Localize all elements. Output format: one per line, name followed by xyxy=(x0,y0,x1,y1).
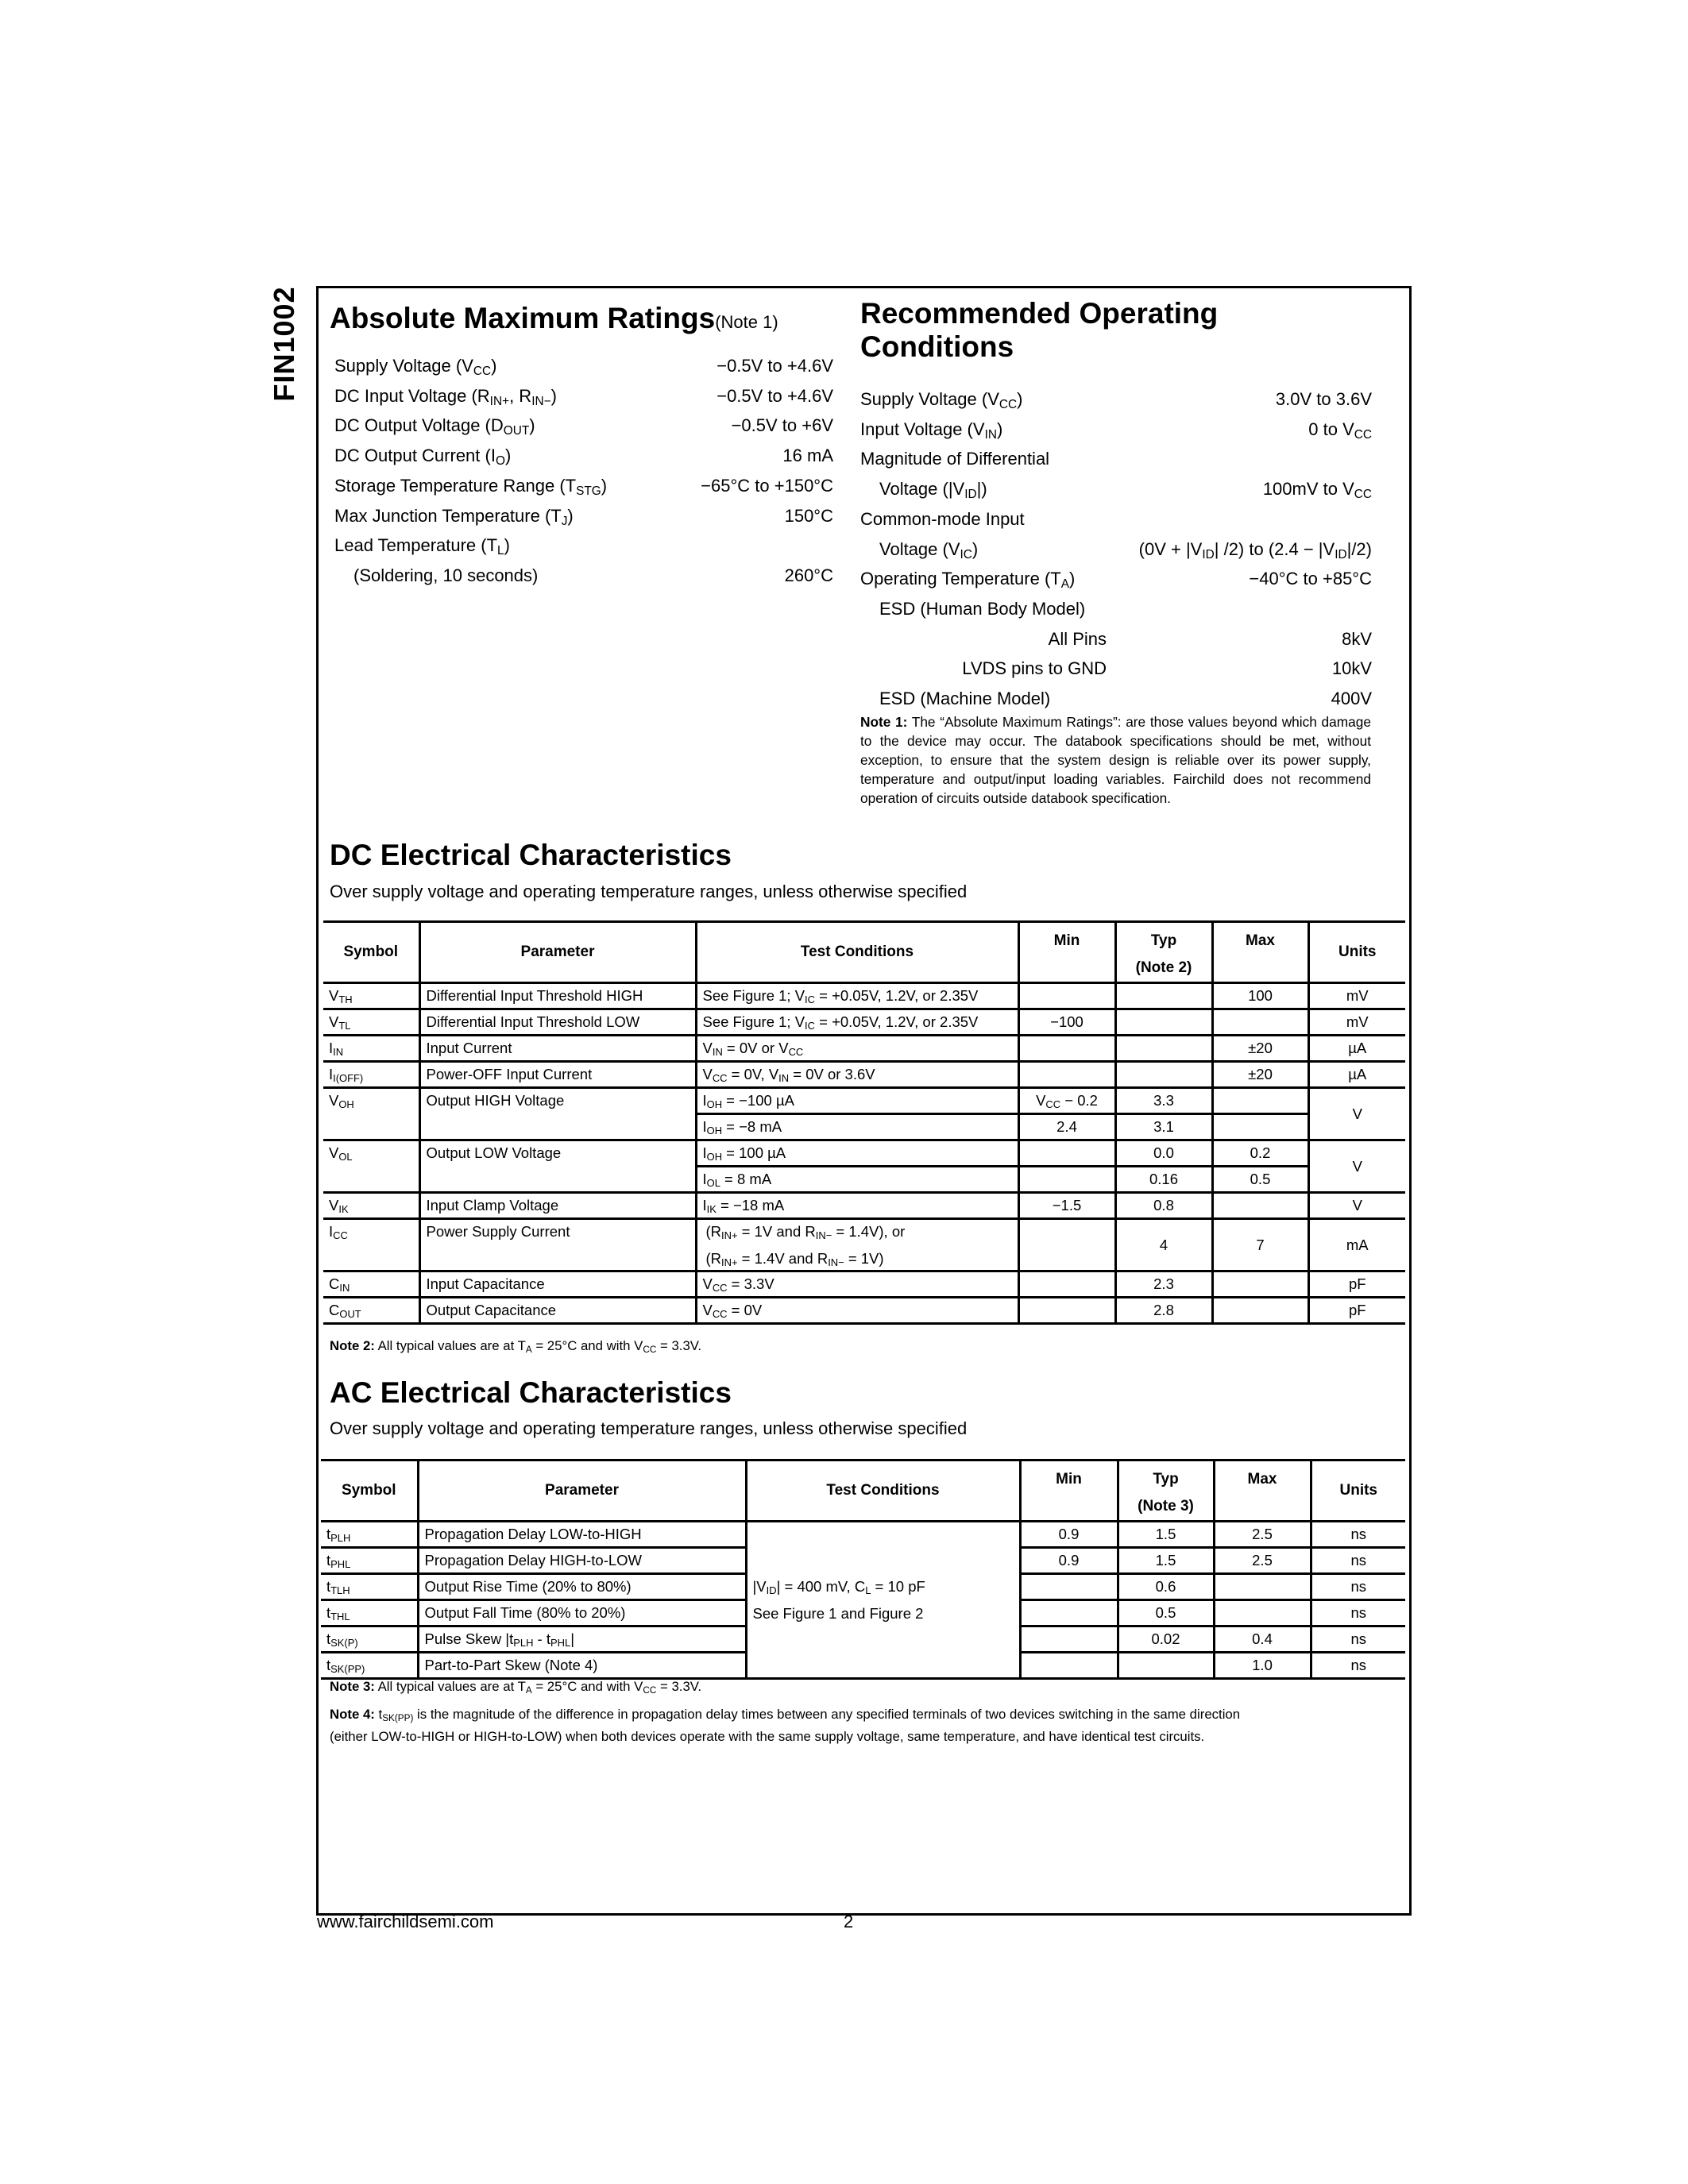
dc-max: ±20 xyxy=(1212,1062,1308,1088)
dc-typ: 3.3 xyxy=(1115,1088,1212,1114)
abs-max-label: Supply Voltage $(V_{CC})$ xyxy=(334,356,497,378)
dc-units: µA xyxy=(1308,1036,1405,1062)
dc-condition: $I_{OL} = 8$ mA xyxy=(696,1167,1018,1193)
dc-parameter: Power Supply Current xyxy=(419,1219,696,1271)
abs-max-value: −65°C to +150°C xyxy=(701,475,833,496)
dc-min xyxy=(1018,1219,1115,1271)
dc-min xyxy=(1018,1271,1115,1298)
ac-header-parameter: Parameter xyxy=(418,1461,746,1522)
ac-typ: 0.02 xyxy=(1118,1626,1214,1653)
dc-header-typ-note: (Note 2) xyxy=(1135,959,1192,976)
ac-header-conditions: Test Conditions xyxy=(746,1461,1020,1522)
dc-symbol: $V_{OH}$ xyxy=(323,1088,419,1140)
ac-symbol: $t_{THL}$ xyxy=(321,1600,418,1626)
dc-typ xyxy=(1115,983,1212,1009)
note-3-label: Note 3: xyxy=(330,1679,375,1694)
note-3-text: All typical values are at $T_A = 25^\circ C$ and with $V_{CC} = 3.3V$. xyxy=(374,1679,702,1696)
rec-op-value: 10kV xyxy=(1331,658,1372,679)
dc-typ xyxy=(1115,1062,1212,1088)
rec-op-value: 8kV xyxy=(1342,628,1372,649)
dc-min: 2.4 xyxy=(1018,1114,1115,1140)
ac-max: 0.4 xyxy=(1214,1626,1311,1653)
ac-characteristics-table xyxy=(321,1459,1405,1680)
ac-max xyxy=(1214,1574,1311,1600)
dc-symbol: $V_{TH}$ xyxy=(323,983,419,1009)
dc-units: mA xyxy=(1308,1219,1405,1271)
dc-characteristics-table xyxy=(323,920,1405,1325)
note-1-text: The “Absolute Maximum Ratings”: are those values beyond which damage to the device may occur. The databook specifications should be met, without exception, to ensure that the system design is reliable over its power supply, temperature and output/input loading variables. Fairchild does not recommend operation of circuits outside databook specification. xyxy=(860,714,1371,806)
dc-condition: See Figure 1; $V_{IC} = +0.05V$, 1.2V, or 2.35V xyxy=(696,983,1018,1009)
dc-condition-line: ($R_{IN+} = 1.4V$ and $R_{IN-} = 1V$) xyxy=(705,1250,884,1269)
dc-max xyxy=(1212,1298,1308,1324)
ac-header-symbol: Symbol xyxy=(321,1461,418,1522)
rec-op-label: LVDS pins to GND xyxy=(962,658,1107,679)
dc-parameter: Input Clamp Voltage xyxy=(419,1193,696,1219)
note-2 xyxy=(330,1337,701,1356)
dc-typ: 2.3 xyxy=(1115,1271,1212,1298)
rec-op-label: All Pins xyxy=(1048,628,1107,649)
rec-op-value: −40°C to +85°C xyxy=(1249,569,1372,589)
ac-condition-line: See Figure 1 and Figure 2 xyxy=(752,1605,924,1622)
table-row xyxy=(323,1062,1405,1088)
dc-max: 0.2 xyxy=(1212,1140,1308,1167)
abs-max-value: −0.5V to +4.6V xyxy=(717,356,833,376)
table-row xyxy=(323,1193,1405,1219)
abs-max-title-note: (Note 1) xyxy=(715,312,778,332)
dc-min xyxy=(1018,1036,1115,1062)
table-row xyxy=(323,1009,1405,1036)
dc-symbol: $I_{I(OFF)}$ xyxy=(323,1062,419,1088)
abs-max-value: 150°C xyxy=(784,505,833,526)
ac-typ: 0.6 xyxy=(1118,1574,1214,1600)
ac-parameter: Pulse Skew $|t_{PLH} - t_{PHL}|$ xyxy=(418,1626,746,1653)
abs-max-label: DC Input Voltage ($R_{IN+}$, $R_{IN-}$) xyxy=(334,385,557,408)
ac-header-min: Min xyxy=(1020,1461,1118,1522)
dc-min: $V_{CC} - 0.2$ xyxy=(1018,1088,1115,1114)
dc-condition: $I_{OH} = -100$ µA xyxy=(696,1088,1018,1114)
dc-parameter: Input Current xyxy=(419,1036,696,1062)
abs-max-label: Lead Temperature $(T_L)$ xyxy=(334,535,510,558)
note-2-label: Note 2: xyxy=(330,1338,375,1353)
dc-condition-line: ($R_{IN+} = 1V$ and $R_{IN-} = 1.4V$), or xyxy=(705,1223,906,1242)
dc-header-units: Units xyxy=(1308,922,1405,983)
rec-op-value: ($0V + |V_{ID}|$ /2) to $(2.4 - |V_{ID}|/2)$ xyxy=(1138,538,1372,561)
table-row xyxy=(323,1298,1405,1324)
rec-op-label: Voltage $(V_{IC})$ xyxy=(879,538,979,561)
dc-symbol: $V_{TL}$ xyxy=(323,1009,419,1036)
ac-parameter: Propagation Delay HIGH-to-LOW xyxy=(418,1548,746,1574)
dc-min: −100 xyxy=(1018,1009,1115,1036)
ac-min: 0.9 xyxy=(1020,1548,1118,1574)
ac-header-typ xyxy=(1118,1461,1214,1522)
rec-op-label: Operating Temperature $(T_A)$ xyxy=(860,569,1076,592)
table-row xyxy=(323,983,1405,1009)
ac-parameter: Output Rise Time (20% to 80%) xyxy=(418,1574,746,1600)
dc-condition xyxy=(696,1219,1018,1271)
ac-units: ns xyxy=(1311,1626,1405,1653)
note-1 xyxy=(860,712,1371,808)
dc-condition: $V_{CC} = 0V$ xyxy=(696,1298,1018,1324)
note-4-line1: Note 4: $t_{SK(PP)}$ is the magnitude of the difference in propagation delay times between any specified terminals of two devices switching in the same direction xyxy=(330,1707,1241,1723)
dc-symbol: $C_{OUT}$ xyxy=(323,1298,419,1324)
dc-max xyxy=(1212,1193,1308,1219)
ac-max: 2.5 xyxy=(1214,1548,1311,1574)
dc-header-conditions: Test Conditions xyxy=(696,922,1018,983)
dc-typ xyxy=(1115,1036,1212,1062)
dc-min xyxy=(1018,1298,1115,1324)
dc-subtitle: Over supply voltage and operating temperature ranges, unless otherwise specified xyxy=(330,882,968,901)
ac-header-units: Units xyxy=(1311,1461,1405,1522)
table-row xyxy=(323,1271,1405,1298)
ac-units: ns xyxy=(1311,1574,1405,1600)
ac-min xyxy=(1020,1653,1118,1679)
rec-op-value: 3.0V to 3.6V xyxy=(1275,389,1372,409)
ac-typ xyxy=(1118,1653,1214,1679)
dc-header-typ-label: Typ xyxy=(1150,932,1177,949)
abs-max-label: Max Junction Temperature $(T_J)$ xyxy=(334,505,574,528)
rec-op-label: ESD (Human Body Model) xyxy=(879,598,1086,619)
dc-typ: 2.8 xyxy=(1115,1298,1212,1324)
ac-header-max: Max xyxy=(1214,1461,1311,1522)
part-number-label xyxy=(268,287,300,400)
rec-op-value: 400V xyxy=(1331,689,1372,708)
dc-units: V xyxy=(1308,1193,1405,1219)
ac-symbol: $t_{PHL}$ xyxy=(321,1548,418,1574)
ac-parameter: Output Fall Time (80% to 20%) xyxy=(418,1600,746,1626)
dc-min xyxy=(1018,1167,1115,1193)
dc-min xyxy=(1018,1062,1115,1088)
dc-parameter: Input Capacitance xyxy=(419,1271,696,1298)
dc-typ: 3.1 xyxy=(1115,1114,1212,1140)
dc-units: mV xyxy=(1308,983,1405,1009)
dc-max: 7 xyxy=(1212,1219,1308,1271)
abs-max-label: Storage Temperature Range $(T_{STG})$ xyxy=(334,475,608,498)
ac-parameter: Part-to-Part Skew (Note 4) xyxy=(418,1653,746,1679)
ac-symbol: $t_{PLH}$ xyxy=(321,1522,418,1548)
ac-min: 0.9 xyxy=(1020,1522,1118,1548)
ac-units: ns xyxy=(1311,1522,1405,1548)
dc-parameter: Output HIGH Voltage xyxy=(419,1088,696,1140)
footer-website-link[interactable]: www.fairchildsemi.com xyxy=(317,1912,494,1931)
dc-typ xyxy=(1115,1009,1212,1036)
ac-header-typ-label: Typ xyxy=(1153,1471,1179,1488)
abs-max-label: DC Output Current $(I_O)$ xyxy=(334,446,512,468)
dc-condition: $I_{OH} = 100$ µA xyxy=(696,1140,1018,1167)
dc-parameter: Output Capacitance xyxy=(419,1298,696,1324)
dc-max: ±20 xyxy=(1212,1036,1308,1062)
note-4-label: Note 4: xyxy=(330,1707,375,1722)
ac-max: 2.5 xyxy=(1214,1522,1311,1548)
abs-max-label: (Soldering, 10 seconds) xyxy=(353,565,539,585)
dc-condition: $V_{CC} = 3.3V$ xyxy=(696,1271,1018,1298)
dc-units: pF xyxy=(1308,1298,1405,1324)
rec-op-label: ESD (Machine Model) xyxy=(879,689,1051,708)
dc-typ: 0.16 xyxy=(1115,1167,1212,1193)
ac-symbol: $t_{SK(PP)}$ xyxy=(321,1653,418,1679)
dc-typ: 4 xyxy=(1115,1219,1212,1271)
dc-max xyxy=(1212,1114,1308,1140)
table-row xyxy=(323,1140,1405,1167)
ac-title: AC Electrical Characteristics xyxy=(330,1376,732,1409)
rec-op-label: Input Voltage $(V_{IN})$ xyxy=(860,419,1003,442)
dc-symbol: $V_{IK}$ xyxy=(323,1193,419,1219)
abs-max-value: −0.5V to +4.6V xyxy=(717,385,833,406)
dc-typ: 0.8 xyxy=(1115,1193,1212,1219)
ac-typ: 1.5 xyxy=(1118,1522,1214,1548)
dc-parameter: Differential Input Threshold LOW xyxy=(419,1009,696,1036)
dc-units: µA xyxy=(1308,1062,1405,1088)
ac-parameter: Propagation Delay LOW-to-HIGH xyxy=(418,1522,746,1548)
dc-condition: See Figure 1; $V_{IC} = +0.05V$, 1.2V, or 2.35V xyxy=(696,1009,1018,1036)
rec-op-label: Magnitude of Differential xyxy=(860,449,1050,469)
dc-condition: $V_{IN} = 0V$ or $V_{CC}$ xyxy=(696,1036,1018,1062)
ac-max xyxy=(1214,1600,1311,1626)
ac-typ: 1.5 xyxy=(1118,1548,1214,1574)
dc-max xyxy=(1212,1271,1308,1298)
ac-min xyxy=(1020,1626,1118,1653)
ac-shared-condition xyxy=(746,1522,1020,1679)
ac-symbol: $t_{TLH}$ xyxy=(321,1574,418,1600)
abs-max-value: 16 mA xyxy=(782,446,833,466)
abs-max-title xyxy=(330,302,778,339)
dc-symbol: $C_{IN}$ xyxy=(323,1271,419,1298)
dc-parameter: Output LOW Voltage xyxy=(419,1140,696,1193)
abs-max-title-text: Absolute Maximum Ratings xyxy=(330,302,716,334)
dc-condition: $I_{IK} = -18$ mA xyxy=(696,1193,1018,1219)
note-4-line2: (either LOW-to-HIGH or HIGH-to-LOW) when both devices operate with the same supply voltage, same temperature, and have identical test circuits. xyxy=(330,1729,1205,1744)
ac-header-typ-note: (Note 3) xyxy=(1138,1498,1194,1515)
dc-symbol: $V_{OL}$ xyxy=(323,1140,419,1193)
dc-condition: $V_{CC} = 0V$, $V_{IN} = 0V$ or 3.6V xyxy=(696,1062,1018,1088)
dc-symbol: $I_{CC}$ xyxy=(323,1219,419,1271)
rec-op-label: Supply Voltage $(V_{CC})$ xyxy=(860,389,1023,411)
table-row xyxy=(323,1219,1405,1271)
dc-header-symbol: Symbol xyxy=(323,922,419,983)
ac-units: ns xyxy=(1311,1653,1405,1679)
dc-units: V xyxy=(1308,1140,1405,1193)
note-2-text: All typical values are at $T_A = 25^\circ C$ and with $V_{CC} = 3.3V$. xyxy=(374,1338,702,1355)
dc-units: V xyxy=(1308,1088,1405,1140)
abs-max-label: DC Output Voltage $(D_{OUT})$ xyxy=(334,415,535,438)
dc-min: −1.5 xyxy=(1018,1193,1115,1219)
ac-min xyxy=(1020,1600,1118,1626)
ac-units: ns xyxy=(1311,1600,1405,1626)
dc-title: DC Electrical Characteristics xyxy=(330,839,732,871)
table-row xyxy=(323,1088,1405,1114)
rec-op-title-line1: Recommended Operating xyxy=(860,297,1219,330)
ac-subtitle: Over supply voltage and operating temperature ranges, unless otherwise specified xyxy=(330,1418,968,1438)
dc-parameter: Power-OFF Input Current xyxy=(419,1062,696,1088)
table-row xyxy=(321,1522,1405,1548)
ac-condition-line: $|V_{ID}| = 400$ mV, $C_L = 10$ pF xyxy=(752,1578,925,1597)
abs-max-value: −0.5V to +6V xyxy=(731,415,833,436)
dc-condition: $I_{OH} = -8$ mA xyxy=(696,1114,1018,1140)
rec-op-label: Common-mode Input xyxy=(860,508,1025,529)
dc-header-typ xyxy=(1115,922,1212,983)
rec-op-title xyxy=(860,297,1218,364)
dc-header-parameter: Parameter xyxy=(419,922,696,983)
rec-op-label: Voltage $(|V_{ID}|)$ xyxy=(879,479,987,501)
footer-page-number: 2 xyxy=(844,1912,854,1931)
dc-symbol: $I_{IN}$ xyxy=(323,1036,419,1062)
dc-max: 100 xyxy=(1212,983,1308,1009)
table-row xyxy=(323,1036,1405,1062)
dc-max xyxy=(1212,1088,1308,1114)
dc-min xyxy=(1018,983,1115,1009)
rec-op-title-line2: Conditions xyxy=(860,330,1014,363)
dc-header-max: Max xyxy=(1212,922,1308,983)
note-1-label: Note 1: xyxy=(860,714,908,730)
note-4 xyxy=(330,1705,1240,1746)
dc-max: 0.5 xyxy=(1212,1167,1308,1193)
ac-symbol: $t_{SK(P)}$ xyxy=(321,1626,418,1653)
dc-typ: 0.0 xyxy=(1115,1140,1212,1167)
dc-parameter: Differential Input Threshold HIGH xyxy=(419,983,696,1009)
ac-min xyxy=(1020,1574,1118,1600)
rec-op-value: 100mV to $V_{CC}$ xyxy=(1262,479,1372,501)
dc-max xyxy=(1212,1009,1308,1036)
ac-typ: 0.5 xyxy=(1118,1600,1214,1626)
rec-op-value: 0 to $V_{CC}$ xyxy=(1308,419,1372,442)
note-3 xyxy=(330,1677,701,1696)
dc-units: pF xyxy=(1308,1271,1405,1298)
abs-max-value: 260°C xyxy=(784,565,833,585)
ac-units: ns xyxy=(1311,1548,1405,1574)
dc-header-min: Min xyxy=(1018,922,1115,983)
dc-units: mV xyxy=(1308,1009,1405,1036)
part-number-text: FIN1002 xyxy=(268,286,300,402)
ac-max: 1.0 xyxy=(1214,1653,1311,1679)
dc-min xyxy=(1018,1140,1115,1167)
